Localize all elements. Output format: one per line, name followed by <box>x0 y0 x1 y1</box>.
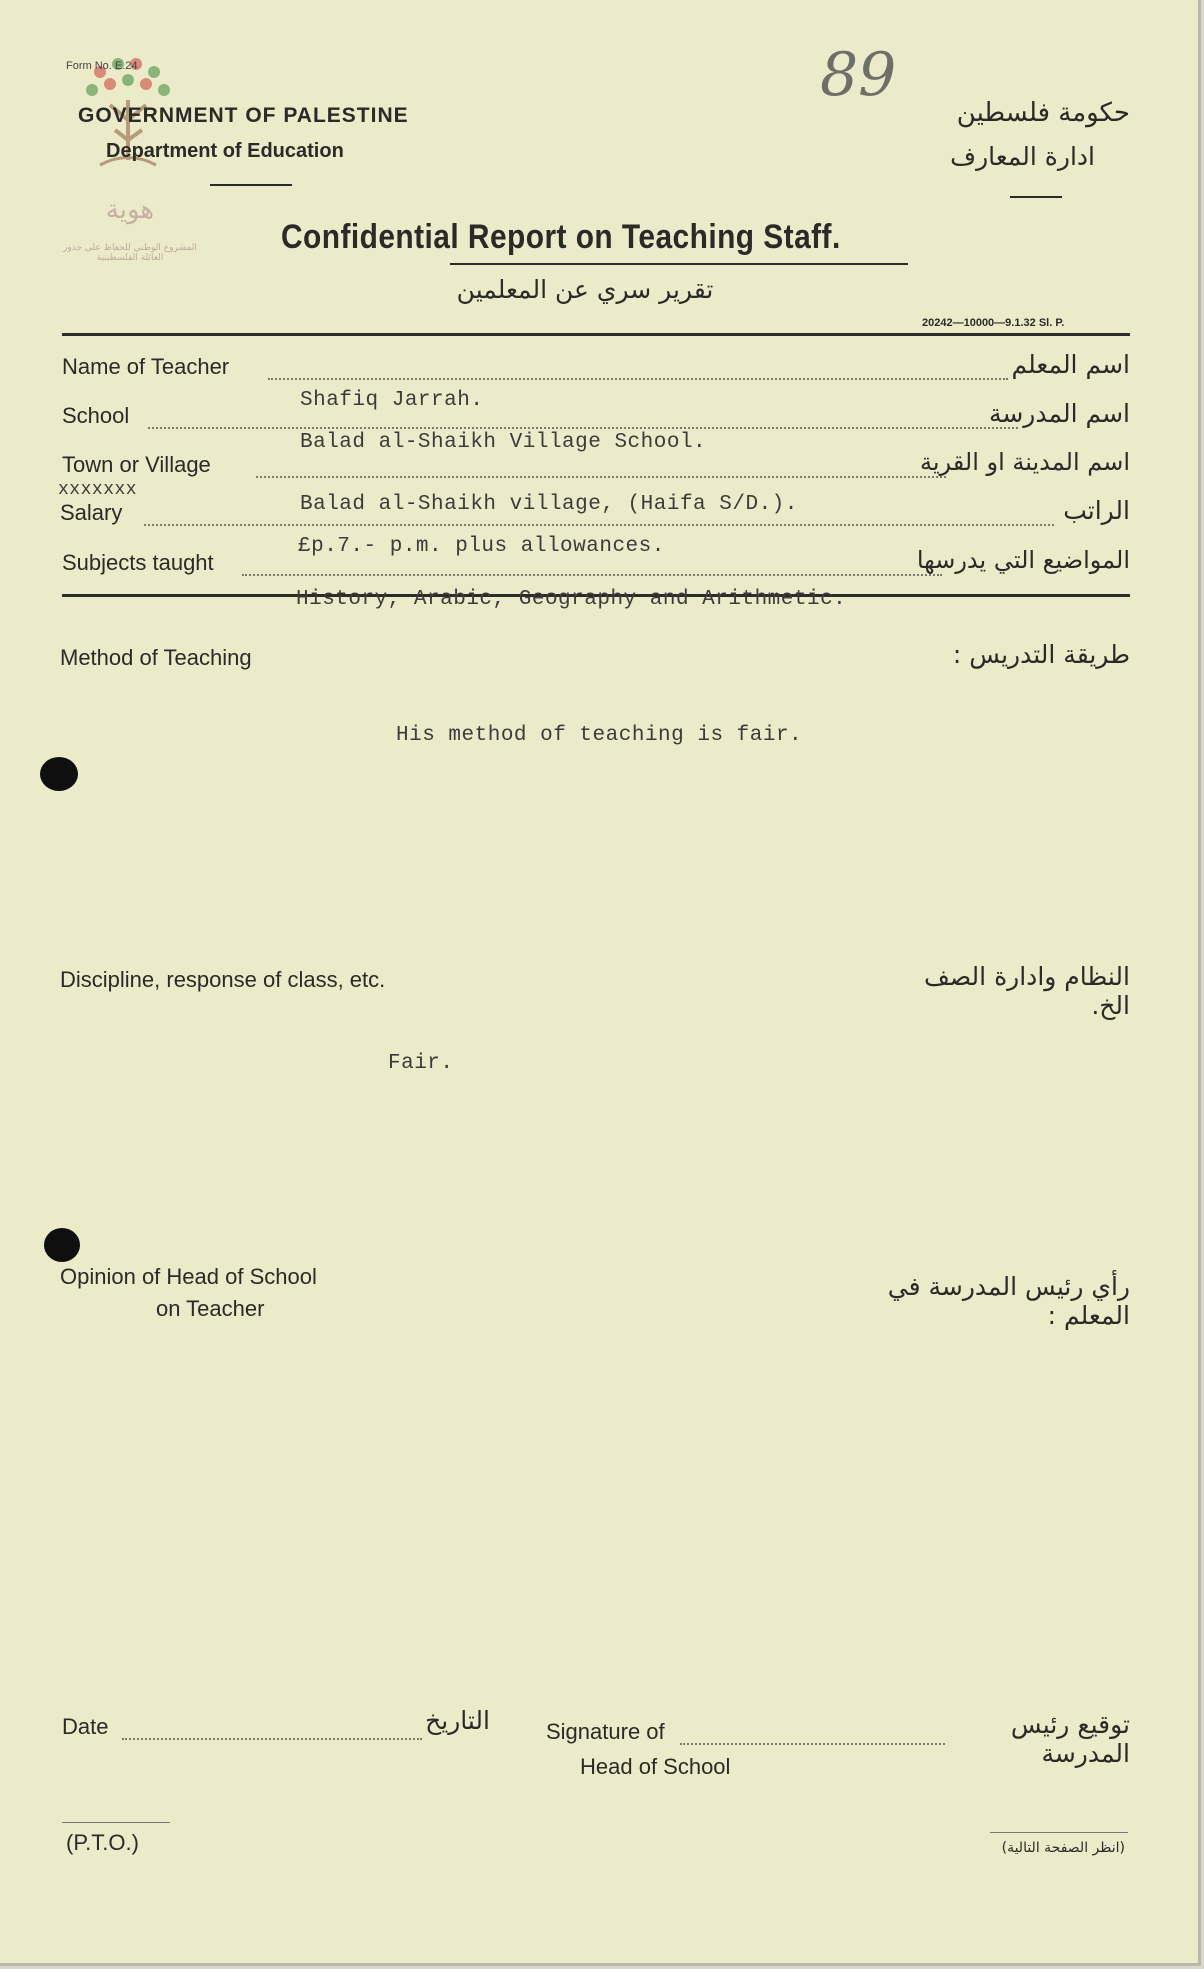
salary-value: £p.7.- p.m. plus allowances. <box>298 535 665 558</box>
teacher-label-ar: اسم المعلم <box>1011 350 1130 379</box>
opinion-label-line1: Opinion of Head of School <box>60 1264 317 1289</box>
teacher-dotted-line <box>268 378 1008 380</box>
town-dotted-line <box>256 476 946 478</box>
header-right-rule <box>1010 196 1062 198</box>
signature-label: Signature of <box>546 1719 665 1744</box>
page-number: 89 <box>820 40 897 110</box>
teacher-value: Shafiq Jarrah. <box>300 389 484 412</box>
date-label-ar: التاريخ <box>425 1706 490 1735</box>
opinion-label-line2: on Teacher <box>156 1296 265 1321</box>
school-value: Balad al-Shaikh Village School. <box>300 431 707 454</box>
town-label-ar: اسم المدينة او القرية <box>919 448 1130 476</box>
report-title: Confidential Report on Teaching Staff. <box>281 218 841 256</box>
signature-dotted-line <box>680 1743 945 1745</box>
pto-label: (P.T.O.) <box>66 1830 139 1855</box>
pto-ar-rule <box>990 1832 1128 1833</box>
form-number: Form No. E.24 <box>66 60 138 72</box>
discipline-value: Fair. <box>388 1052 454 1075</box>
salary-dotted-line <box>144 524 1054 526</box>
school-label-ar: اسم المدرسة <box>988 399 1130 428</box>
pto-label-ar: (انظر الصفحة التالية) <box>1001 1840 1125 1856</box>
discipline-label: Discipline, response of class, etc. <box>60 967 386 992</box>
watermark-caption: المشروع الوطني للحفاظ على جذور العائلة الفلسطينية <box>63 243 197 263</box>
print-code: 20242—10000—9.1.32 Sl. P. <box>922 317 1065 329</box>
date-dotted-line <box>122 1738 422 1740</box>
subjects-dotted-line <box>242 574 942 576</box>
head-of-school-label: Head of School <box>580 1754 731 1779</box>
government-heading-ar: حكومة فلسطين <box>956 98 1130 128</box>
department-heading-ar: ادارة المعارف <box>950 142 1095 171</box>
report-title-ar: تقرير سري عن المعلمين <box>456 275 714 304</box>
method-label-ar: طريقة التدريس : <box>952 640 1130 669</box>
department-heading: Department of Education <box>106 140 344 162</box>
method-value: His method of teaching is fair. <box>396 724 803 747</box>
title-underline <box>450 263 908 265</box>
school-dotted-line <box>148 427 1018 429</box>
signature-label-ar: توقيع رئيس المدرسة <box>1010 1710 1130 1768</box>
teacher-label: Name of Teacher <box>62 354 230 379</box>
subjects-value: History, Arabic, Geography and Arithmetic. <box>296 588 847 611</box>
subjects-label-ar: المواضيع التي يدرسها <box>916 546 1130 574</box>
town-label: Town or Village <box>62 452 211 477</box>
method-label: Method of Teaching <box>60 645 252 670</box>
salary-label-ar: الراتب <box>1063 496 1130 525</box>
date-label: Date <box>62 1714 109 1739</box>
opinion-label-ar: رأي رئيس المدرسة في المعلم : <box>887 1272 1130 1330</box>
school-label: School <box>62 403 130 428</box>
header-left-rule <box>210 184 292 186</box>
government-heading: GOVERNMENT OF PALESTINE <box>78 104 409 127</box>
subjects-label: Subjects taught <box>62 550 214 575</box>
pto-rule <box>62 1822 170 1823</box>
discipline-label-ar: النظام وادارة الصف الخ. <box>924 962 1130 1020</box>
struck-label: xxxxxxx <box>58 480 138 500</box>
town-value: Balad al-Shaikh village, (Haifa S/D.). <box>300 493 798 516</box>
punch-hole-lower <box>44 1228 80 1262</box>
salary-label: Salary <box>60 500 123 525</box>
punch-hole-upper <box>40 757 78 791</box>
fields-top-rule <box>62 333 1130 336</box>
watermark-name: هوية <box>105 195 155 225</box>
